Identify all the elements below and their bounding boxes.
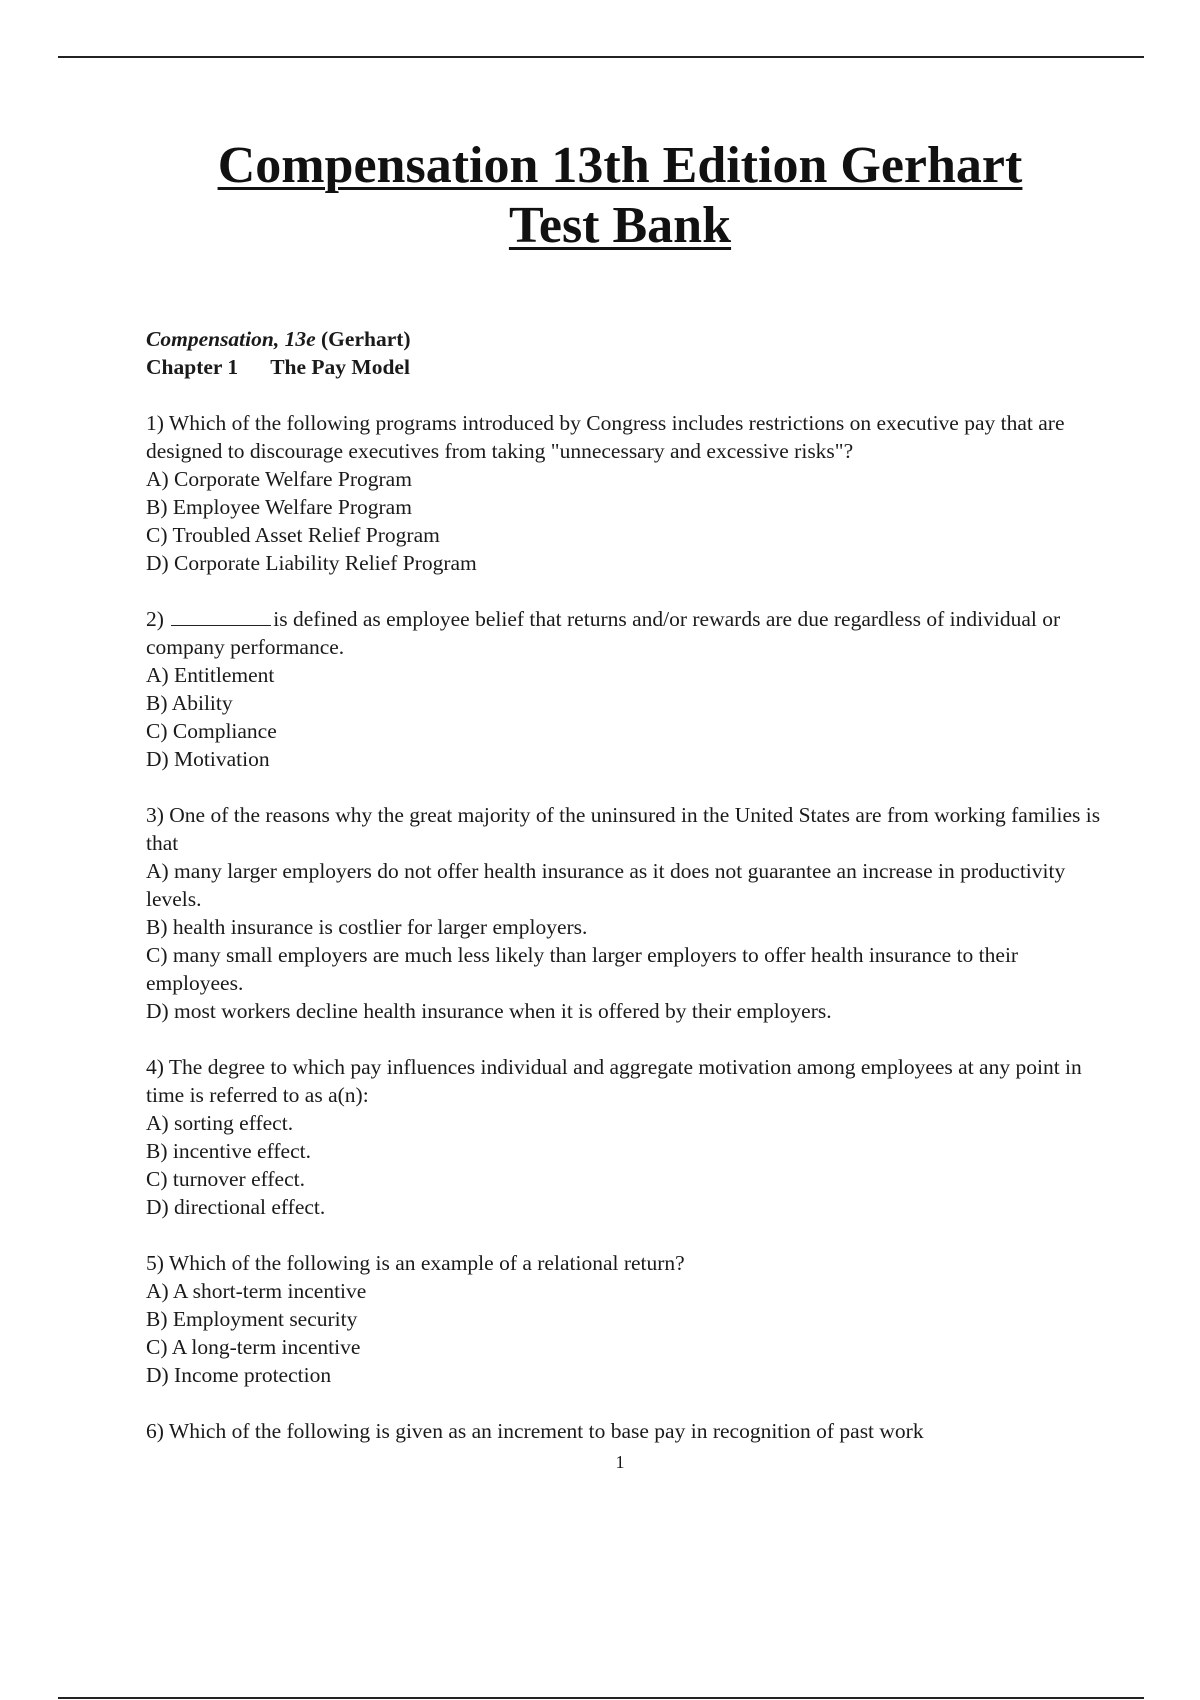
fill-in-blank <box>171 605 271 626</box>
question-stem: 3) One of the reasons why the great majority of the uninsured in the United States are from working families is that <box>146 803 1101 855</box>
answer-option: C) many small employers are much less likely than larger employers to offer health insurance to their employees. <box>146 943 1019 995</box>
answer-option: D) most workers decline health insurance when it is offered by their employers. <box>146 999 832 1023</box>
answer-option: B) incentive effect. <box>146 1139 311 1163</box>
answer-option: B) health insurance is costlier for larger employers. <box>146 915 588 939</box>
answer-option: C) Compliance <box>146 719 277 743</box>
question-stem <box>146 605 1106 661</box>
question-2 <box>146 605 1106 773</box>
question-4 <box>146 1053 1106 1221</box>
book-heading <box>146 325 1106 353</box>
answer-option: C) A long-term incentive <box>146 1335 361 1359</box>
answer-option: D) directional effect. <box>146 1195 326 1219</box>
page-title <box>0 136 1200 256</box>
answer-option: C) turnover effect. <box>146 1167 305 1191</box>
answer-option: B) Employment security <box>146 1307 358 1331</box>
question-stem: 6) Which of the following is given as an increment to base pay in recognition of past work <box>146 1419 924 1443</box>
question-1 <box>146 409 1106 577</box>
chapter-title: The Pay Model <box>270 355 410 379</box>
answer-option: A) Corporate Welfare Program <box>146 467 412 491</box>
bottom-rule <box>58 1697 1144 1699</box>
chapter-label: Chapter 1 <box>146 355 239 379</box>
question-6 <box>146 1417 1106 1445</box>
question-stem: 1) Which of the following programs introduced by Congress includes restrictions on executive pay that are designed to discourage executives from taking "unnecessary and excessive risks"? <box>146 411 1065 463</box>
answer-option: C) Troubled Asset Relief Program <box>146 523 440 547</box>
question-stem: 5) Which of the following is an example of a relational return? <box>146 1251 685 1275</box>
document-body <box>146 325 1106 1445</box>
question-number: 2) <box>146 607 164 631</box>
book-title: Compensation, 13e <box>146 327 316 351</box>
answer-option: D) Income protection <box>146 1363 332 1387</box>
answer-option: B) Ability <box>146 691 233 715</box>
answer-option: B) Employee Welfare Program <box>146 495 412 519</box>
page-number: 1 <box>615 1452 625 1472</box>
question-5 <box>146 1249 1106 1389</box>
book-author: (Gerhart) <box>321 327 411 351</box>
answer-option: A) A short-term incentive <box>146 1279 367 1303</box>
answer-option: D) Corporate Liability Relief Program <box>146 551 477 575</box>
top-rule <box>58 56 1144 58</box>
question-stem-text: is defined as employee belief that returns and/or rewards are due regardless of individual or company performance. <box>146 607 1061 659</box>
question-3 <box>146 801 1106 1025</box>
question-stem: 4) The degree to which pay influences individual and aggregate motivation among employees at any point in time is referred to as a(n): <box>146 1055 1082 1107</box>
answer-option: A) Entitlement <box>146 663 275 687</box>
answer-option: D) Motivation <box>146 747 270 771</box>
chapter-heading <box>146 353 1106 381</box>
answer-option: A) sorting effect. <box>146 1111 294 1135</box>
answer-option: A) many larger employers do not offer health insurance as it does not guarantee an increase in productivity levels. <box>146 859 1066 911</box>
title-line-1: Compensation 13th Edition Gerhart <box>217 137 1023 194</box>
title-line-2: Test Bank <box>508 197 732 254</box>
